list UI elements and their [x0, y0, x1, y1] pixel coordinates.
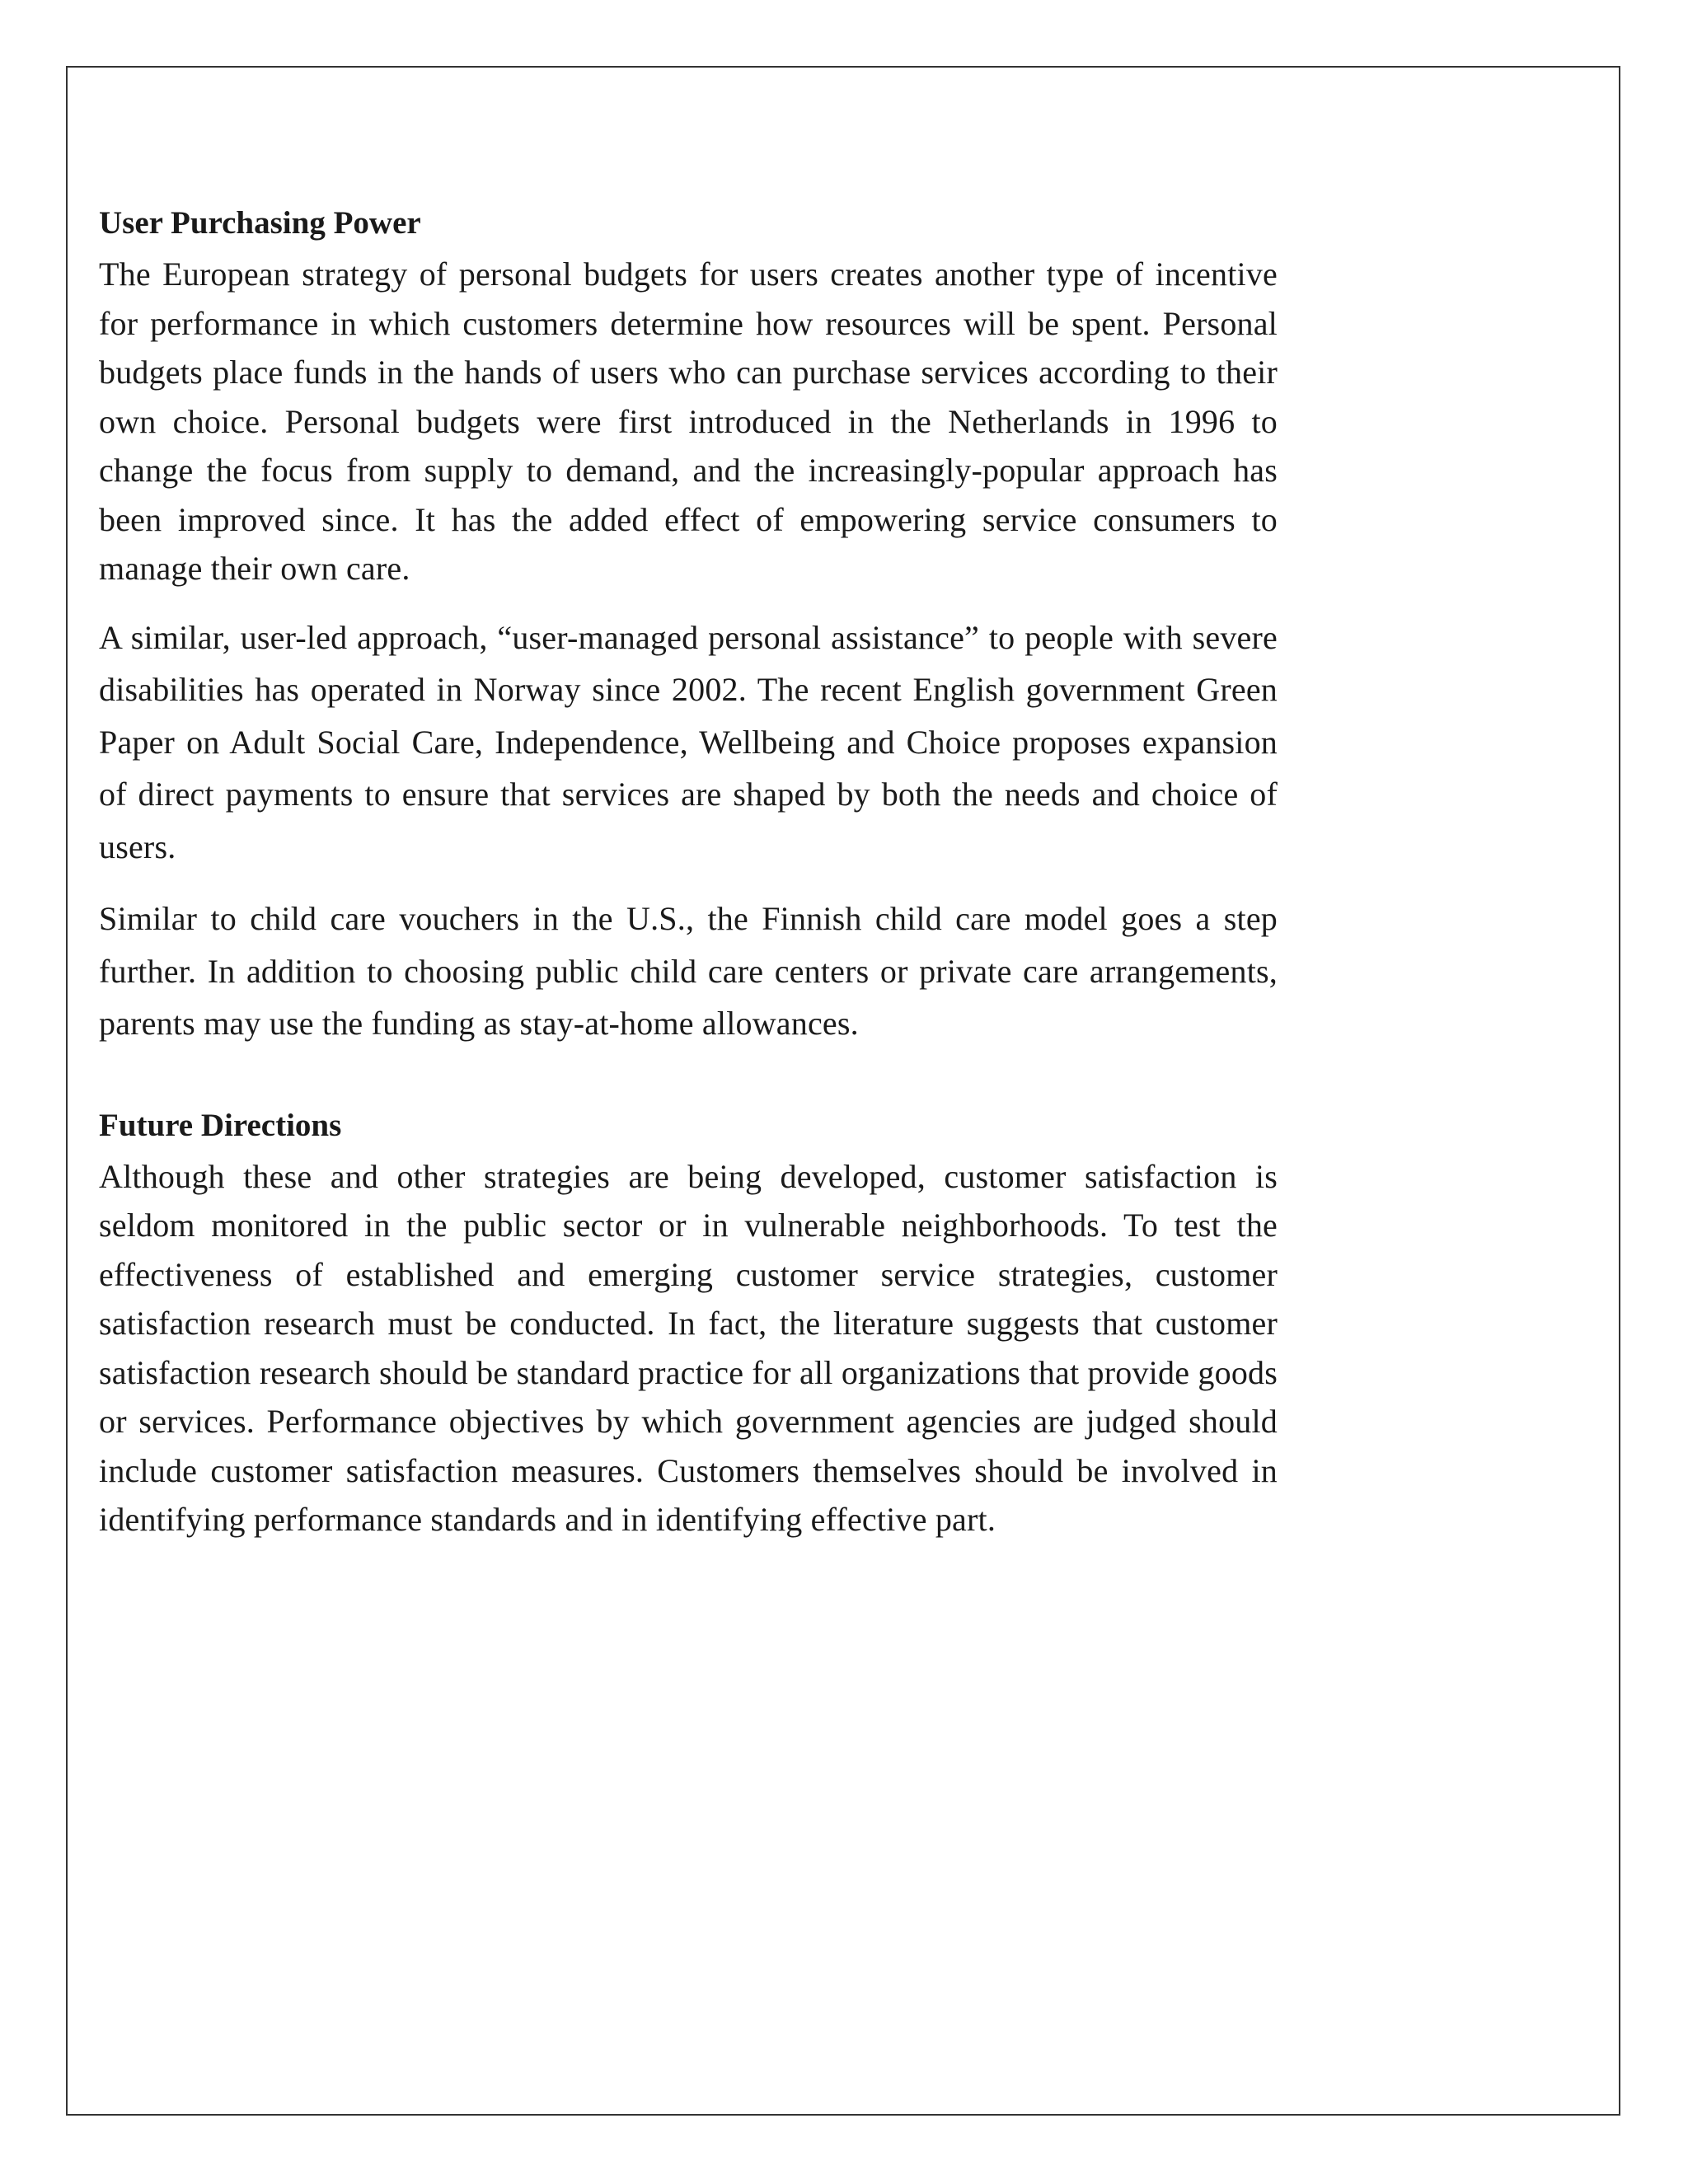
paragraph-norway-assistance: A similar, user-led approach, “user-managed personal assistance” to people with severe disabilities has operated in Norway since 2002. The recent English government Green Paper on Adult Social Care, Independence, Wellbeing and Choice proposes expansion of direct payments to ensure that services are shaped by both the needs and choice of users. [99, 618, 1278, 865]
section-heading-future-directions: Future Directions [99, 1107, 342, 1143]
section-heading-user-purchasing-power: User Purchasing Power [99, 205, 421, 241]
document-body [99, 199, 1278, 1544]
paragraph-finnish-child-care: Similar to child care vouchers in the U.S., the Finnish child care model goes a step further. In addition to choosing public child care centers or private care arrangements, parents may use the funding as stay-at-home allowances. [99, 900, 1278, 1042]
paragraph-personal-budgets: The European strategy of personal budgets for users creates another type of incentive for performance in which customers determine how resources will be spent. Personal budgets place funds in the hands of users who can purchase services according to their own choice. Personal budgets were first introduced in the Netherlands in 1996 to change the focus from supply to demand, and the increasingly-popular approach has been improved since. It has the added effect of empowering service consumers to manage their own care. [99, 255, 1278, 587]
paragraph-customer-satisfaction: Although these and other strategies are being developed, customer satisfaction is seldom monitored in the public sector or in vulnerable neighborhoods. To test the effectiveness of established and emerging customer service strategies, customer satisfaction research must be conducted. In fact, the literature suggests that customer satisfaction research should be standard practice for all organizations that provide goods or services. Performance objectives by which government agencies are judged should include customer satisfaction measures. Customers themselves should be involved in identifying performance standards and in identifying effective part. [99, 1157, 1278, 1538]
